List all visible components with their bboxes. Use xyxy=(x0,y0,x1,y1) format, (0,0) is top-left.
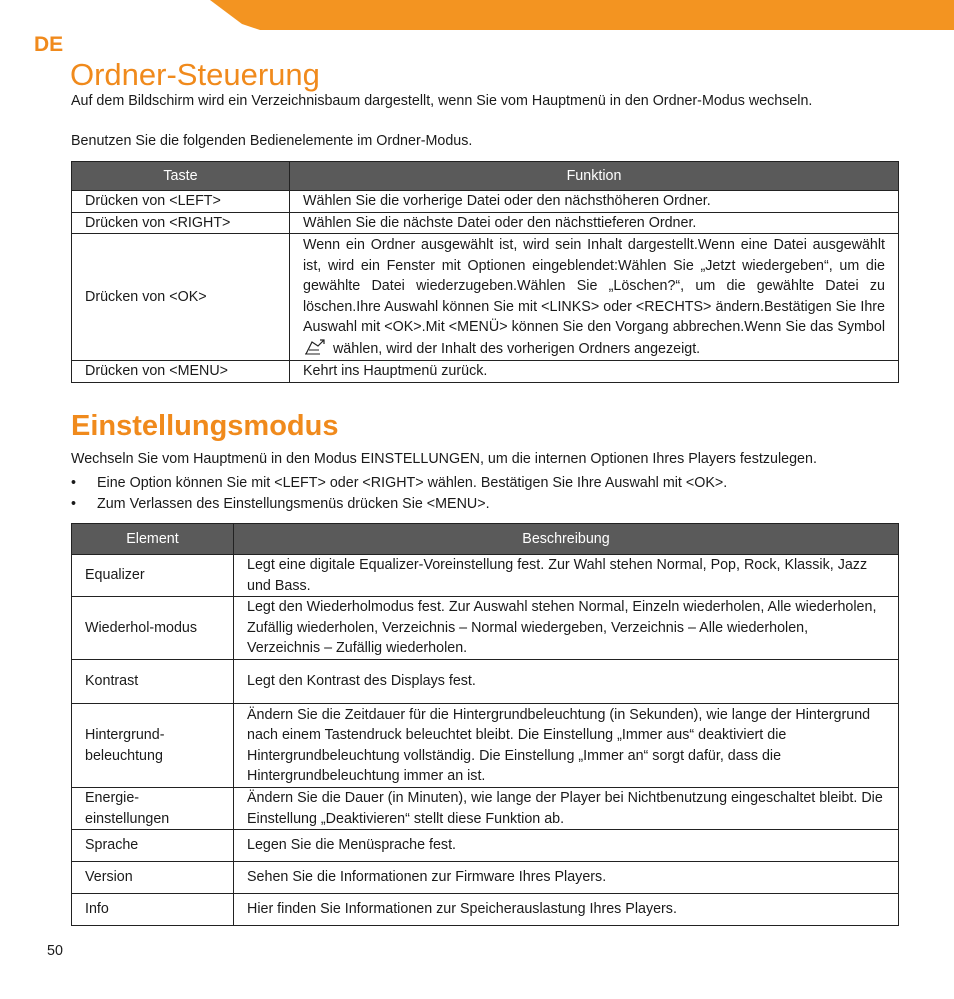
table-row xyxy=(72,788,899,830)
table-header-row xyxy=(72,162,899,191)
settings-table xyxy=(71,523,899,926)
table-cell-key: Drücken von <MENU> xyxy=(72,361,290,383)
section-title-settings: Einstellungsmodus xyxy=(71,410,339,442)
table-cell-description: Legt den Wiederholmodus fest. Zur Auswahl stehen Normal, Einzeln wiederholen, Alle wiederholen, Zufällig wiederholen, Verzeichnis – Normal wiedergeben, Verzeichnis – Alle wiederholen, Verzeichnis – Zufällig wiederholen. xyxy=(234,597,899,660)
table-cell-item: Version xyxy=(72,862,234,894)
table-cell-item xyxy=(72,704,234,788)
table-row xyxy=(72,361,899,383)
table-row xyxy=(72,830,899,862)
settings-bullet-list xyxy=(71,473,727,515)
table-row xyxy=(72,660,899,704)
settings-intro: Wechseln Sie vom Hauptmenü in den Modus EINSTELLUNGEN, um die internen Optionen Ihres Players festzulegen. xyxy=(71,451,817,467)
header-accent-bar xyxy=(210,0,954,30)
table-cell-item: Info xyxy=(72,894,234,926)
table-cell-description: Sehen Sie die Informationen zur Firmware Ihres Players. xyxy=(234,862,899,894)
table-cell-key: Drücken von <OK> xyxy=(72,234,290,361)
table-row xyxy=(72,862,899,894)
folder-intro-2: Benutzen Sie die folgenden Bedienelemente im Ordner-Modus. xyxy=(71,133,473,149)
table-cell-key: Drücken von <RIGHT> xyxy=(72,212,290,234)
language-tag: DE xyxy=(34,33,64,56)
table-row xyxy=(72,555,899,597)
table-cell-function: Wählen Sie die nächste Datei oder den nächsttieferen Ordner. xyxy=(290,212,899,234)
table-cell-description: Ändern Sie die Zeitdauer für die Hintergrundbeleuchtung (in Sekunden), wie lange der Hintergrund nach einem Tastendruck beleuchtet bleibt. Die Einstellung „Immer aus“ deaktiviert die Hintergrundbeleuchtung vollständig. Die Einstellung „Immer an“ sorgt dafür, dass die Hintergrundbeleuchtung immer an ist. xyxy=(234,704,899,788)
list-item: • Zum Verlassen des Einstellungsmenüs drücken Sie <MENU>. xyxy=(71,494,727,515)
table-header-row xyxy=(72,524,899,555)
table-row xyxy=(72,191,899,213)
table-cell-function xyxy=(290,234,899,361)
column-header: Funktion xyxy=(290,162,899,191)
folder-controls-table xyxy=(71,161,899,383)
table-cell-function: Wählen Sie die vorherige Datei oder den nächsthöheren Ordner. xyxy=(290,191,899,213)
table-cell-item: Kontrast xyxy=(72,660,234,704)
table-row xyxy=(72,212,899,234)
table-cell-item: Sprache xyxy=(72,830,234,862)
table-cell-key: Drücken von <LEFT> xyxy=(72,191,290,213)
ok-description-part-2: wählen, wird der Inhalt des vorherigen Ordners angezeigt. xyxy=(332,340,701,357)
table-cell-description: Hier finden Sie Informationen zur Speicherauslastung Ihres Players. xyxy=(234,894,899,926)
table-row xyxy=(72,234,899,361)
list-item: • Eine Option können Sie mit <LEFT> oder <RIGHT> wählen. Bestätigen Sie Ihre Auswahl mit <OK>. xyxy=(71,473,727,494)
table-row xyxy=(72,597,899,660)
section-title-folder: Ordner-Steuerung xyxy=(70,57,320,92)
table-cell-item xyxy=(72,788,234,830)
table-cell-description: Legt den Kontrast des Displays fest. xyxy=(234,660,899,704)
table-cell-description: Legt eine digitale Equalizer-Voreinstellung fest. Zur Wahl stehen Normal, Pop, Rock, Klassik, Jazz und Bass. xyxy=(234,555,899,597)
back-folder-icon xyxy=(303,338,329,356)
item-label: Hintergrund-beleuchtung xyxy=(85,727,165,764)
table-cell-item: Wiederhol-modus xyxy=(72,597,234,660)
column-header: Element xyxy=(72,524,234,555)
column-header: Beschreibung xyxy=(234,524,899,555)
table-cell-description: Ändern Sie die Dauer (in Minuten), wie lange der Player bei Nichtbenutzung eingeschaltet bleibt. Die Einstellung „Deaktivieren“ stellt diese Funktion ab. xyxy=(234,788,899,830)
table-cell-function: Kehrt ins Hauptmenü zurück. xyxy=(290,361,899,383)
folder-intro: Auf dem Bildschirm wird ein Verzeichnisbaum dargestellt, wenn Sie vom Hauptmenü in den Ordner-Modus wechseln. xyxy=(71,93,813,109)
table-row xyxy=(72,704,899,788)
column-header: Taste xyxy=(72,162,290,191)
table-row xyxy=(72,894,899,926)
page-number: 50 xyxy=(47,943,63,959)
item-label: Energie-einstellungen xyxy=(85,790,170,827)
ok-description-part-1: Wenn ein Ordner ausgewählt ist, wird sein Inhalt dargestellt.Wenn eine Datei ausgewählt ist, wird ein Fenster mit Optionen eingeblendet:Wählen Sie „Jetzt wiedergeben“, um die gewählte Datei wiederzugeben.Wählen Sie „Löschen?“, um die gewählte Datei zu löschen.Ihre Auswahl können Sie mit <LINKS> oder <RECHTS> ändern.Bestätigen Sie Ihre Auswahl mit <OK>.Mit <MENÜ> können Sie den Vorgang abbrechen.Wenn Sie das Symbol xyxy=(303,237,885,335)
table-cell-item: Equalizer xyxy=(72,555,234,597)
table-cell-description: Legen Sie die Menüsprache fest. xyxy=(234,830,899,862)
